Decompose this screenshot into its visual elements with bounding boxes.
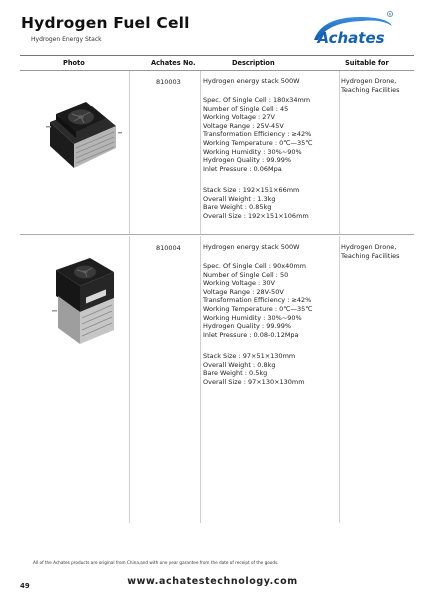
- warranty-note: All of the Achates products are original from China,and with one year garantee from the date of receipt of the goods.: [33, 560, 279, 565]
- col-divider: [129, 71, 130, 234]
- fuel-cell-photo: [46, 92, 124, 172]
- size-line: Stack Size : 192×151×66mm: [203, 186, 300, 194]
- suitable-for: Hydrogen Drone,: [341, 243, 397, 251]
- size-line: Overall Size : 192×151×106mm: [203, 211, 309, 220]
- spec-line: Hydrogen Quality : 99.99%: [203, 156, 292, 165]
- suitable-for: Hydrogen Drone,: [341, 77, 397, 85]
- spec-line: Spec. Of Single Cell : 180x34mm: [203, 96, 311, 104]
- size-line: Bare Weight : 0.85kg: [203, 203, 272, 212]
- spec-line: Number of Single Cell : 45: [203, 104, 289, 113]
- spec-line: Inlet Pressure : 0.08-0.12Mpa: [203, 330, 299, 339]
- col-divider: [129, 236, 130, 523]
- size-line: Overall Weight : 1.3kg: [203, 194, 276, 203]
- col-divider: [200, 236, 201, 523]
- col-suitable: Suitable for: [345, 59, 389, 67]
- website-url: www.achatestechnology.com: [127, 576, 298, 587]
- page-title: Hydrogen Fuel Cell: [21, 14, 190, 32]
- spec-line: Working Humidity : 30%~90%: [203, 147, 302, 156]
- spec-line: Working Temperature : 0℃—35℃: [203, 305, 313, 313]
- product-code: 810004: [156, 244, 181, 252]
- spec-line: Spec. Of Single Cell : 90x40mm: [203, 262, 307, 270]
- spec-line: Voltage Range : 28V-50V: [203, 287, 284, 296]
- col-description: Description: [232, 59, 275, 67]
- col-photo: Photo: [63, 59, 85, 67]
- col-divider: [339, 71, 340, 234]
- spec-line: Voltage Range : 25V-45V: [203, 121, 284, 130]
- page-subtitle: Hydrogen Energy Stack: [31, 36, 102, 43]
- svg-text:R: R: [388, 12, 392, 17]
- col-divider: [339, 236, 340, 523]
- product-name: Hydrogen energy stack 500W: [203, 243, 300, 251]
- size-line: Overall Weight : 0.8kg: [203, 360, 276, 369]
- spec-line: Working Voltage : 27V: [203, 113, 275, 122]
- spec-line: Transformation Efficiency : ≥42%: [203, 296, 312, 305]
- product-name: Hydrogen energy stack 500W: [203, 77, 300, 85]
- size-line: Bare Weight : 0.5kg: [203, 369, 268, 378]
- page-number: 49: [20, 582, 30, 590]
- spec-line: Working Temperature : 0℃—35℃: [203, 139, 313, 147]
- col-divider: [200, 71, 201, 234]
- spec-line: Working Voltage : 30V: [203, 279, 275, 288]
- suitable-for: Teaching Facilities: [341, 251, 400, 260]
- suitable-for: Teaching Facilities: [341, 85, 400, 94]
- table-header: [20, 55, 414, 71]
- size-line: Stack Size : 97×51×130mm: [203, 352, 296, 360]
- spec-line: Number of Single Cell : 50: [203, 270, 289, 279]
- spec-line: Transformation Efficiency : ≥42%: [203, 130, 312, 139]
- achates-logo: [304, 10, 398, 54]
- spec-line: Working Humidity : 30%~90%: [203, 313, 302, 322]
- col-code: Achates No.: [151, 59, 196, 67]
- fuel-cell-photo: [50, 250, 124, 350]
- product-code: 810003: [156, 78, 181, 86]
- spec-line: Inlet Pressure : 0.06Mpa: [203, 164, 282, 173]
- logo-text: Achates: [317, 29, 385, 47]
- size-line: Overall Size : 97×130×130mm: [203, 377, 305, 386]
- spec-line: Hydrogen Quality : 99.99%: [203, 322, 292, 331]
- row-divider: [20, 234, 414, 235]
